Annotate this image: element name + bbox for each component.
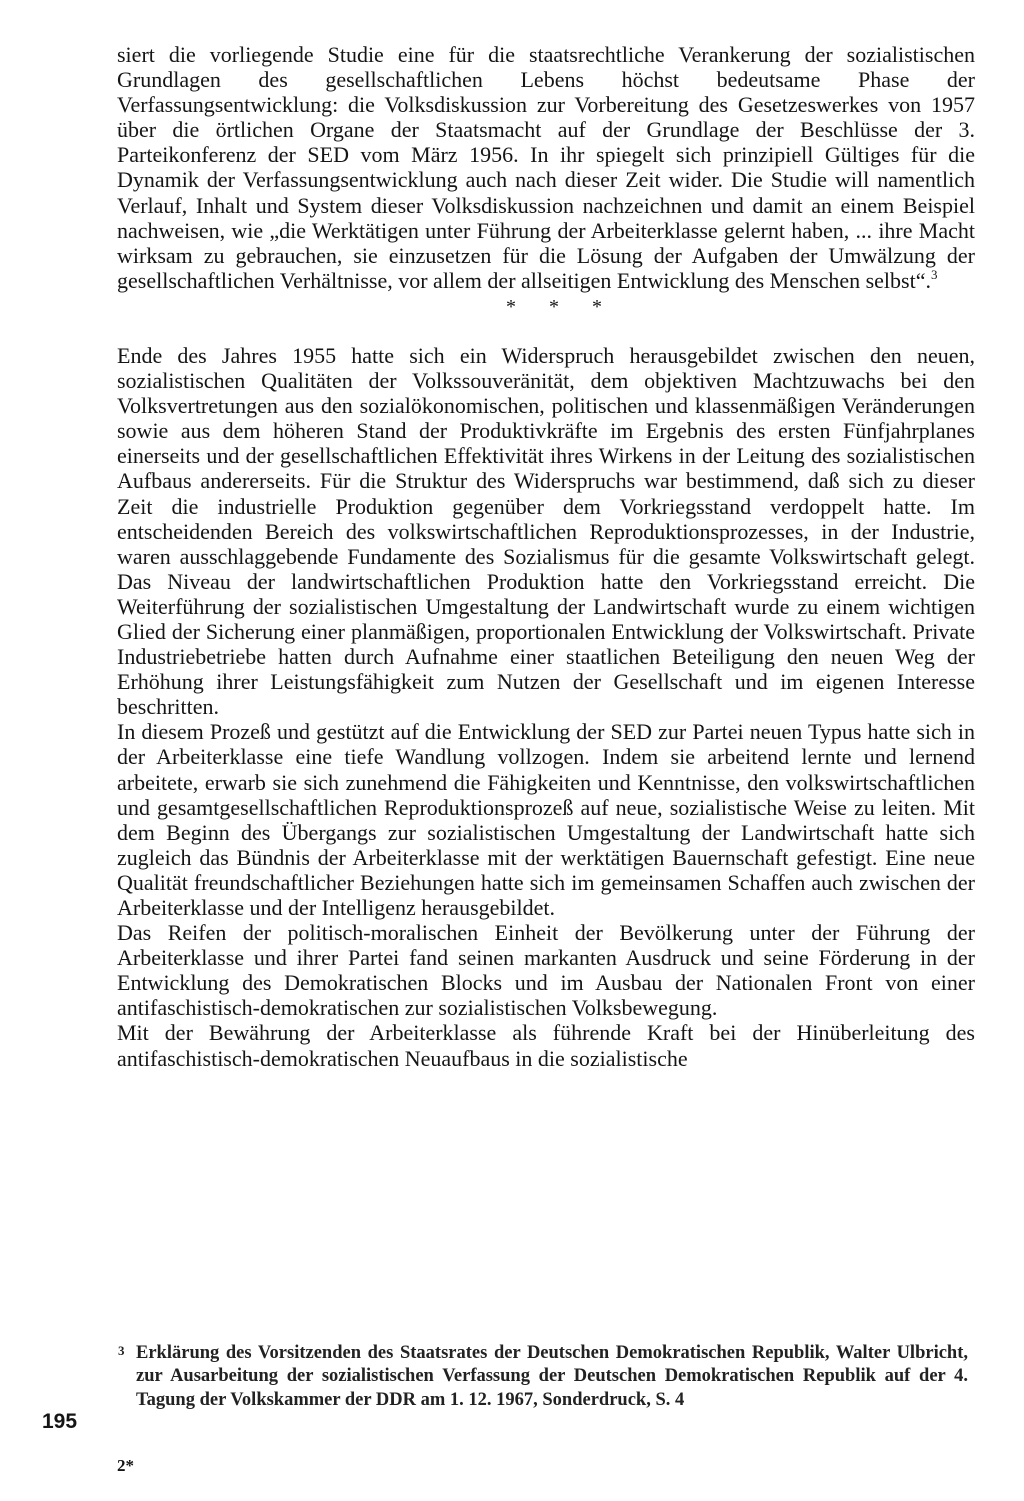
- paragraph: Mit der Bewährung der Arbeiterklasse als führende Kraft bei der Hinüberleitung des antifaschistisch-demokratischen Neuaufbaus in die sozialistische: [117, 1020, 975, 1071]
- footnote-mark: 3: [118, 1343, 125, 1358]
- paragraph: In diesem Prozeß und gestützt auf die Entwicklung der SED zur Partei neuen Typus hatte sich in der Arbeiterklasse eine tiefe Wandlung vollzogen. Indem sie arbeitend lernte und lernend arbeitete, erwarb sie sich zunehmend die Fähigkeiten und Kenntnisse, den volkswirtschaftlichen und gesamtgesellschaftlichen Reproduktionsprozeß auf neue, sozialistische Weise zu leiten. Mit dem Beginn des Übergangs zur sozialistischen Umgestaltung der Landwirtschaft hatte sich zugleich das Bündnis der Arbeiterklasse mit der werktätigen Bauernschaft gefestigt. Eine neue Qualität freundschaftlicher Beziehungen hatte sich im gemeinsamen Schaffen auch zwischen der Arbeiterklasse und der Intelligenz herausgebildet.: [117, 719, 975, 920]
- section-separator: * * *: [506, 295, 616, 318]
- page-number: 195: [42, 1410, 78, 1433]
- intro-paragraph: siert die vorliegende Studie eine für die staatsrechtliche Verankerung der sozialistischen Grundlagen des gesellschaftlichen Lebens höchst bedeutsame Phase der Verfassungsentwicklung: die Volksdiskussion zur Vorbereitung des Gesetzeswerkes von 1957 über die örtlichen Organe der Staatsmacht auf der Grundlage der Beschlüsse der 3. Parteikonferenz der SED vom März 1956. In ihr spiegelt sich prinzipiell Gültiges für die Dynamik der Verfassungsentwicklung auch nach dieser Zeit wider. Die Studie will namentlich Verlauf, Inhalt und System dieser Volksdiskussion nachzeichnen und damit an einem Beispiel nachweisen, wie „die Werktätigen unter Führung der Arbeiterklasse gelernt haben, ... ihre Macht wirksam zu gebrauchen, sie einzusetzen für die Lösung der Aufgaben der Umwälzung der gesellschaftlichen Verhältnisse, vor allem der allseitigen Entwicklung des Menschen selbst“.$^3$: [117, 42, 975, 293]
- signature-mark: 2*: [117, 1456, 134, 1475]
- footnote-text: Erklärung des Vorsitzenden des Staatsrates der Deutschen Demokratischen Republik, Walter Ulbricht, zur Ausarbeitung der sozialistischen Verfassung der Deutschen Demokratischen Republik auf der 4. Tagung der Volkskammer der DDR am 1. 12. 1967, Sonderdruck, S. 4: [136, 1343, 968, 1410]
- body-text: [117, 42, 975, 1071]
- footnote-reference: 3: [930, 266, 938, 282]
- footnote: [118, 1342, 968, 1412]
- paragraph: Ende des Jahres 1955 hatte sich ein Widerspruch herausgebildet zwischen den neuen, sozialistischen Qualitäten der Volkssouveränität, dem objektiven Machtzuwachs bei den Volksvertretungen aus den sozialökonomischen, politischen und klassenmäßigen Veränderungen sowie aus dem höheren Stand der Produktivkräfte im Ergebnis des ersten Fünfjahrplanes einerseits und der gesellschaftlichen Effektivität ihres Wirkens in der Leitung des sozialistischen Aufbaus andererseits. Für die Struktur des Widerspruchs war bestimmend, daß sich zu dieser Zeit die industrielle Produktion gegenüber dem Vorkriegsstand verdoppelt hatte. Im entscheidenden Bereich des volkswirtschaftlichen Reproduktionsprozesses, in der Industrie, waren ausschlaggebende Fundamente des Sozialismus für die gesamte Volkswirtschaft gelegt. Das Niveau der landwirtschaftlichen Produktion hatte den Vorkriegsstand erreicht. Die Weiterführung der sozialistischen Umgestaltung der Landwirtschaft wurde zu einem wichtigen Glied der Sicherung einer planmäßigen, proportionalen Entwicklung der Volkswirtschaft. Private Industriebetriebe hatten durch Aufnahme einer staatlichen Beteiligung den neuen Weg der Erhöhung ihrer Leistungsfähigkeit zum Nutzen der Gesellschaft und im eigenen Interesse beschritten.: [117, 342, 975, 720]
- paragraph: Das Reifen der politisch-moralischen Einheit der Bevölkerung unter der Führung der Arbeiterklasse und ihrer Partei fand seinen markanten Ausdruck und seine Förderung in der Entwicklung des Demokratischen Blocks und im Ausbau der Nationalen Front von einer antifaschistisch-demokratischen zur sozialistischen Volksbewegung.: [117, 920, 975, 1021]
